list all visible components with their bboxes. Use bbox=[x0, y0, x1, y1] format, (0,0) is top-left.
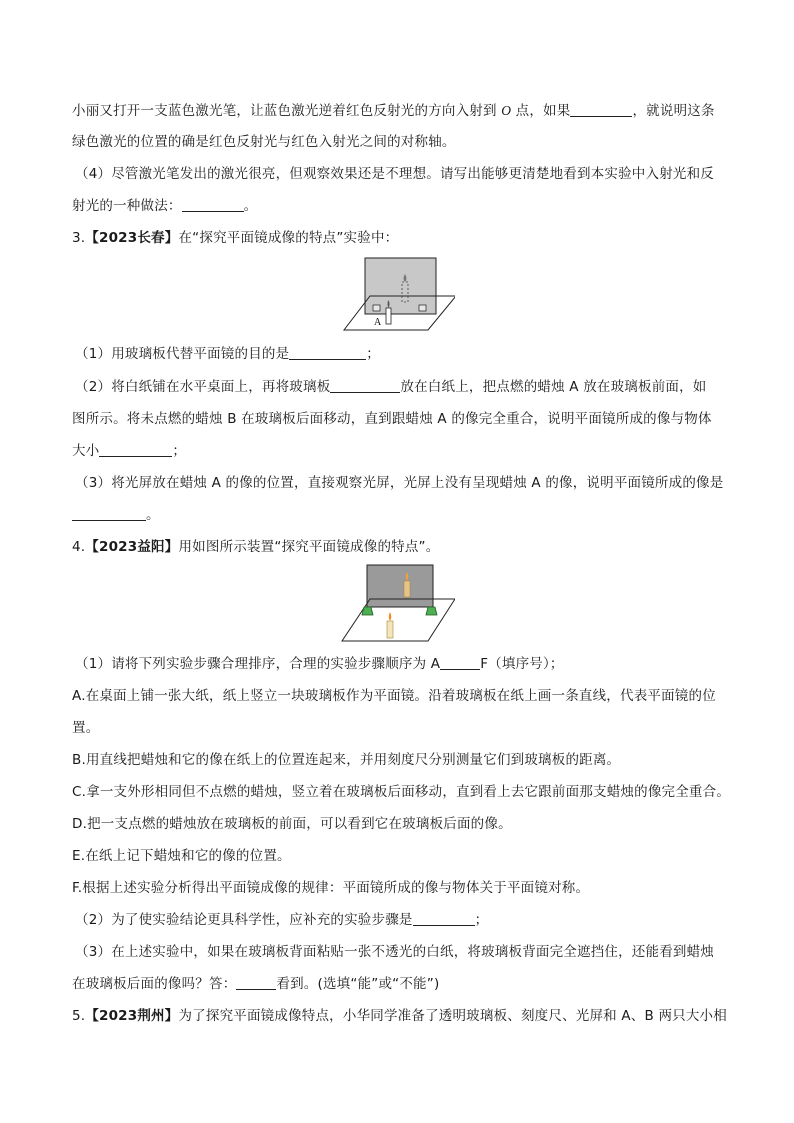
answer-blank[interactable] bbox=[182, 197, 244, 212]
text: （2）为了使实验结论更具科学性，应补充的实验步骤是 bbox=[75, 912, 413, 928]
q4-p3-line2 bbox=[72, 974, 439, 994]
text: ； bbox=[172, 443, 187, 459]
q3-p1 bbox=[75, 344, 380, 364]
text: 小丽又打开一支蓝色激光笔，让蓝色激光逆着红色反射光的方向入射到 bbox=[72, 103, 497, 119]
question-source: 【2023荆州】 bbox=[85, 1008, 179, 1024]
q4-p2 bbox=[75, 910, 488, 930]
text: 。 bbox=[243, 198, 258, 214]
q2-line2: 绿色激光的位置的确是红色反射光与红色入射光之间的对称轴。 bbox=[72, 134, 456, 150]
q3-p2-line1 bbox=[75, 377, 707, 397]
question-source: 【2023益阳】 bbox=[85, 539, 179, 555]
text: ； bbox=[366, 346, 380, 362]
text: 点，如果 bbox=[515, 103, 571, 119]
candle-image bbox=[404, 581, 410, 597]
text: 。 bbox=[146, 507, 160, 523]
label-a: A bbox=[374, 317, 382, 328]
question-number: 3. bbox=[72, 230, 86, 246]
text: （2）将白纸铺在水平桌面上，再将玻璃板 bbox=[75, 379, 331, 395]
question-text: 在“探究平面镜成像的特点”实验中： bbox=[178, 230, 399, 246]
question-text: 为了探究平面镜成像特点，小华同学准备了透明玻璃板、刻度尺、光屏和 A、B 两只大小相 bbox=[178, 1008, 727, 1024]
text: 看到。(选填“能”或“不能”) bbox=[276, 976, 440, 992]
answer-blank[interactable] bbox=[72, 506, 146, 521]
q5-heading bbox=[72, 1006, 727, 1026]
question-text: 用如图所示装置“探究平面镜成像的特点”。 bbox=[178, 539, 440, 555]
answer-blank[interactable] bbox=[413, 911, 475, 926]
q4-step-f: F.根据上述实验分析得出平面镜成像的规律：平面镜所成的像与物体关于平面镜对称。 bbox=[72, 880, 590, 896]
q3-p3-line2 bbox=[72, 505, 160, 525]
answer-blank[interactable] bbox=[440, 655, 480, 670]
text: ； bbox=[474, 912, 489, 928]
q2-line1 bbox=[72, 101, 715, 121]
q4-step-a-line1: A.在桌面上铺一张大纸，纸上竖立一块玻璃板作为平面镜。沿着玻璃板在纸上画一条直线，代表平面镜的位 bbox=[72, 688, 716, 704]
right-clip bbox=[419, 305, 426, 311]
q2-p4-line1: （4）尽管激光笔发出的激光很亮，但观察效果还是不理想。请写出能够更清楚地看到本实验中入射光和反 bbox=[75, 166, 714, 182]
q4-heading bbox=[72, 537, 439, 557]
question-number: 4. bbox=[72, 539, 86, 555]
q3-p2-line2: 图所示。将未点燃的蜡烛 B 在玻璃板后面移动，直到跟蜡烛 A 的像完全重合，说明平面镜所成的像与物体 bbox=[72, 411, 712, 427]
left-clip bbox=[373, 305, 380, 311]
q2-p4-line2 bbox=[72, 196, 257, 216]
text: 射光的一种做法： bbox=[72, 198, 182, 214]
question-source: 【2023长春】 bbox=[85, 230, 179, 246]
right-support bbox=[426, 607, 437, 615]
q4-step-d: D.把一支点燃的蜡烛放在玻璃板的前面，可以看到它在玻璃板后面的像。 bbox=[72, 816, 512, 832]
q4-figure bbox=[340, 563, 455, 645]
q4-step-b: B.用直线把蜡烛和它的像在纸上的位置连起来，并用刻度尺分别测量它们到玻璃板的距离。 bbox=[72, 752, 621, 768]
left-support bbox=[362, 607, 373, 615]
answer-blank[interactable] bbox=[330, 378, 400, 393]
q3-heading bbox=[72, 228, 398, 248]
q3-p3-line1: （3）将光屏放在蜡烛 A 的像的位置，直接观察光屏，光屏上没有呈现蜡烛 A 的像，说明平面镜所成的像是 bbox=[75, 475, 724, 491]
text: 大小 bbox=[72, 443, 100, 459]
text: （1）请将下列实验步骤合理排序，合理的实验步骤顺序为 A bbox=[75, 656, 441, 672]
point-o: O bbox=[501, 103, 512, 118]
q3-figure bbox=[340, 254, 455, 334]
text: （1）用玻璃板代替平面镜的目的是 bbox=[75, 346, 290, 362]
text: F（填序号）； bbox=[480, 656, 564, 672]
candle-flame bbox=[389, 612, 392, 621]
answer-blank[interactable] bbox=[570, 102, 632, 117]
q4-step-c: C.拿一支外形相同但不点燃的蜡烛，竖立着在玻璃板后面移动，直到看上去它跟前面那支蜡烛的像完全重合。 bbox=[72, 784, 731, 800]
q4-step-e: E.在纸上记下蜡烛和它的像的位置。 bbox=[72, 848, 291, 864]
candle bbox=[387, 621, 393, 638]
text: 在玻璃板后面的像吗？答： bbox=[72, 976, 237, 992]
glass-plate bbox=[367, 565, 433, 607]
q4-step-a-line2: 置。 bbox=[72, 720, 100, 736]
q4-p1 bbox=[75, 654, 564, 674]
answer-blank[interactable] bbox=[289, 345, 366, 360]
text: 放在白纸上，把点燃的蜡烛 A 放在玻璃板前面，如 bbox=[400, 379, 707, 395]
candle-a bbox=[386, 308, 391, 324]
answer-blank[interactable] bbox=[236, 975, 276, 990]
question-number: 5. bbox=[72, 1008, 86, 1024]
q3-p2-line3 bbox=[72, 441, 186, 461]
answer-blank[interactable] bbox=[99, 442, 172, 457]
q4-p3-line1: （3）在上述实验中，如果在玻璃板背面粘贴一张不透光的白纸，将玻璃板背面完全遮挡住，还能看到蜡烛 bbox=[75, 944, 714, 960]
text: ，就说明这条 bbox=[632, 103, 715, 119]
